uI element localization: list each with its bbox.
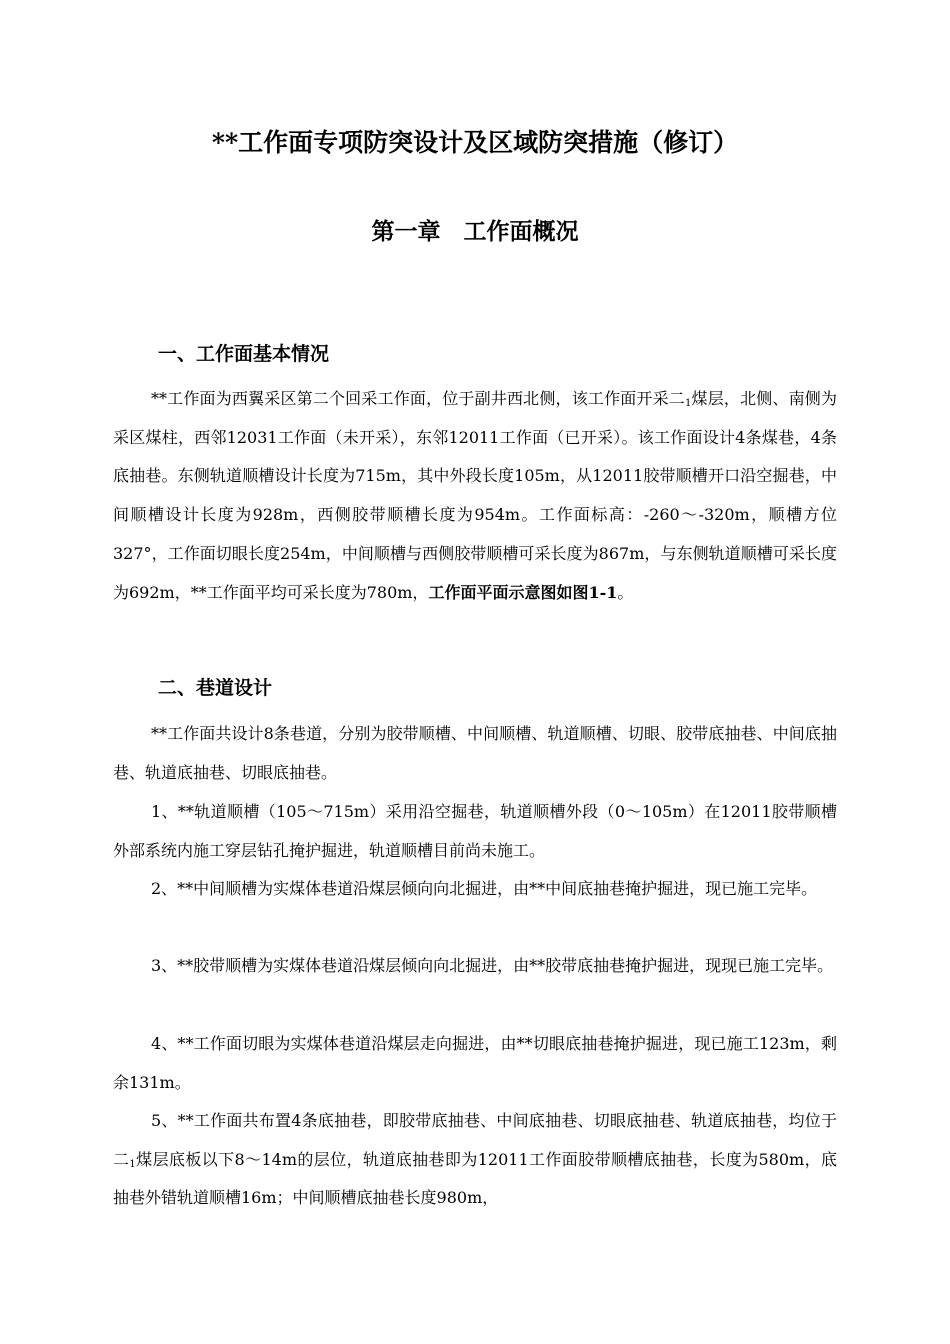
paragraph-text: 煤层，北侧、南侧为采区煤柱，西邻12031工作面（未开采），东邻12011工作面（已开采）。该工作面设计4条煤巷，4条底抽巷。东侧轨道顺槽设计长度为715m，其中外段长度105m，从12011胶带顺槽开口沿空掘巷，中间顺槽设计长度为928m，西侧胶带顺槽长度为954m。工作面标高：-260～-320m，顺槽方位327°，工作面切眼长度254m，中间顺槽与西侧胶带顺槽可采长度为867m，与东侧轨道顺槽可采长度为692m，**工作面平均可采长度为780m， <box>113 389 837 602</box>
paragraph-basic-info <box>113 380 837 612</box>
list-item-1: 1、**轨道顺槽（105～715m）采用沿空掘巷，轨道顺槽外段（0～105m）在12011胶带顺槽外部系统内施工穿层钻孔掩护掘进，轨道顺槽目前尚未施工。 <box>113 802 837 860</box>
paragraph-text: 煤层底板以下8～14m的层位，轨道底抽巷即为12011工作面胶带顺槽底抽巷，长度为580m，底抽巷外错轨道顺槽16m；中间顺槽底抽巷长度980m， <box>113 1149 837 1208</box>
section-heading-roadway-design: 二、巷道设计 <box>158 677 273 699</box>
document-title: **工作面专项防突设计及区域防突措施（修订） <box>211 128 739 157</box>
figure-reference: 工作面平面示意图如图1-1 <box>428 582 618 602</box>
subscript: 1 <box>129 1158 136 1170</box>
list-item-5 <box>113 1102 837 1218</box>
subscript: 1 <box>684 398 692 409</box>
paragraph-roadway-intro: **工作面共设计8条巷道，分别为胶带顺槽、中间顺槽、轨道顺槽、切眼、胶带底抽巷、中间底抽巷、轨道底抽巷、切眼底抽巷。 <box>113 724 837 782</box>
chapter-heading: 第一章 工作面概况 <box>371 218 579 245</box>
paragraph-text: **工作面为西翼采区第二个回采工作面，位于副井西北侧，该工作面开采二 <box>151 389 685 408</box>
list-item-2: 2、**中间顺槽为实煤体巷道沿煤层倾向向北掘进，由**中间底抽巷掩护掘进，现已施工完毕。 <box>151 879 818 898</box>
list-item-3: 3、**胶带顺槽为实煤体巷道沿煤层倾向向北掘进，由**胶带底抽巷掩护掘进，现现已施工完毕。 <box>151 956 834 975</box>
paragraph-text: 5、**工作面共布置4条底抽巷，即胶带底抽巷、中间底抽巷、切眼底抽巷、轨道底抽巷，均位于二 <box>113 1111 837 1169</box>
list-item-4: 4、**工作面切眼为实煤体巷道沿煤层走向掘进，由**切眼底抽巷掩护掘进，现已施工123m，剩余131m。 <box>113 1034 837 1092</box>
section-heading-basic-info: 一、工作面基本情况 <box>158 343 330 365</box>
paragraph-text: 。 <box>617 582 634 602</box>
